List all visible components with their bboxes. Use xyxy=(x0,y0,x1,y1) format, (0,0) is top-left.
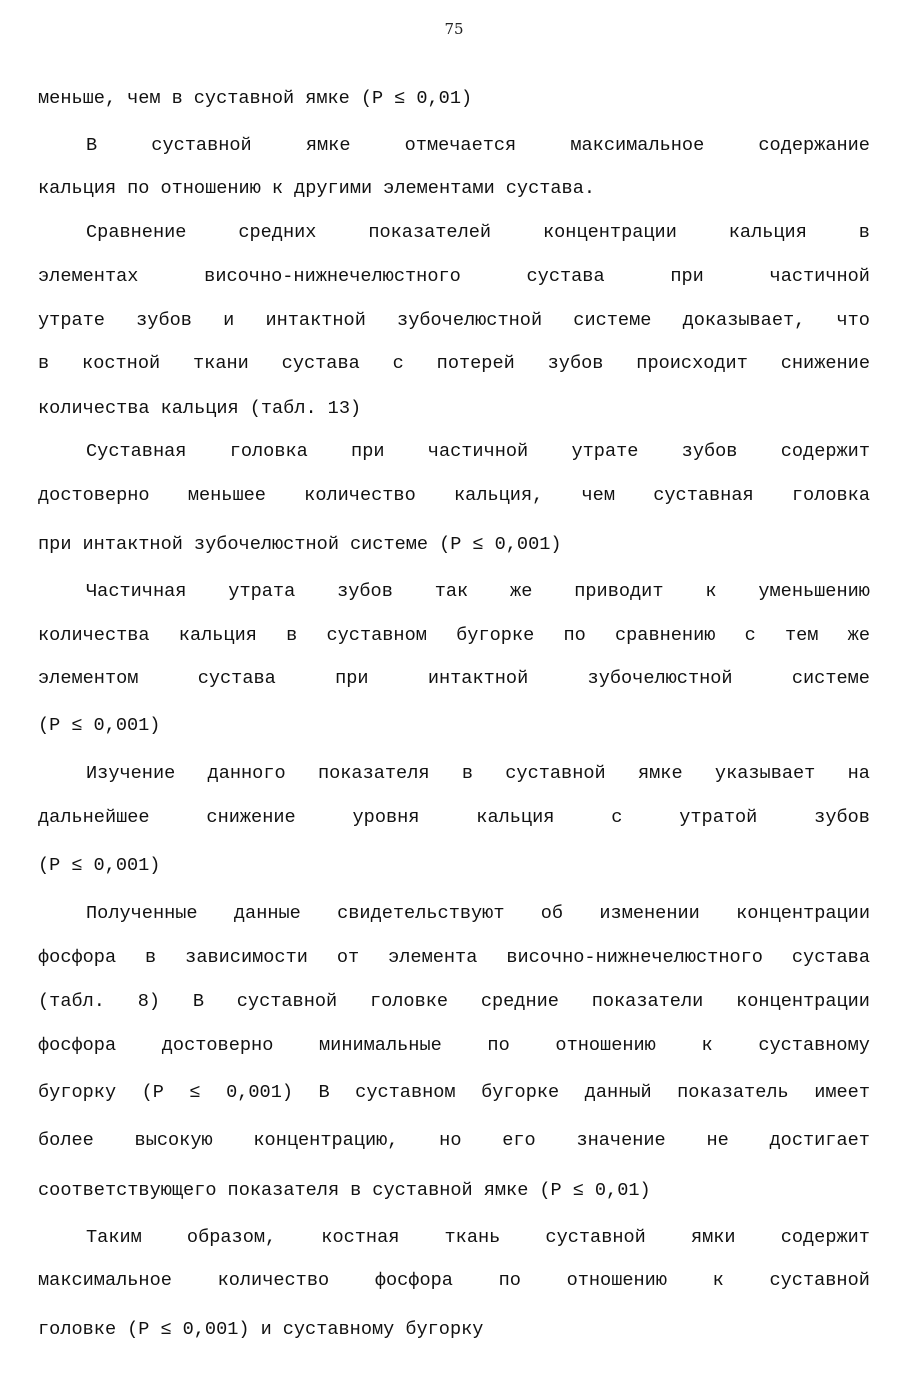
word: показателей xyxy=(368,222,492,243)
word: данные xyxy=(233,903,301,924)
word: и xyxy=(260,1319,272,1340)
word: имеет xyxy=(814,1082,870,1103)
word: ≤ xyxy=(189,1082,201,1103)
word: ≤ xyxy=(160,1319,172,1340)
text-line xyxy=(38,485,870,507)
word: достоверно xyxy=(38,485,150,506)
word: сустава xyxy=(197,668,276,689)
word: Изучение xyxy=(86,763,176,784)
word: меньшее xyxy=(187,485,266,506)
word: меньше, xyxy=(38,88,117,109)
word: средних xyxy=(238,222,317,243)
text-line xyxy=(38,668,870,690)
word: к xyxy=(705,581,717,602)
word: бугорке xyxy=(456,625,535,646)
word: костной xyxy=(82,353,161,374)
text-line xyxy=(86,581,870,603)
word: зубочелюстной xyxy=(587,668,733,689)
word: отмечается xyxy=(404,135,517,156)
word: Полученные xyxy=(86,903,198,924)
word: (Р xyxy=(439,534,462,555)
word: кальция xyxy=(476,807,555,828)
word: суставной xyxy=(505,763,606,784)
word: же xyxy=(510,581,533,602)
word: ямке xyxy=(483,1180,529,1201)
word: сустава xyxy=(281,353,360,374)
word: 0,001) xyxy=(494,534,562,555)
text-line xyxy=(38,807,870,829)
text-line xyxy=(38,715,870,737)
word: головке xyxy=(38,1319,117,1340)
word: данного xyxy=(207,763,286,784)
word: (Р xyxy=(127,1319,150,1340)
word: по xyxy=(127,178,150,199)
word: к xyxy=(271,178,284,199)
word: зубов xyxy=(681,441,738,462)
word: на xyxy=(847,763,870,784)
word: кальция xyxy=(178,625,257,646)
word: максимальное xyxy=(38,1270,172,1291)
word: зубов xyxy=(136,310,192,331)
page-number: 75 xyxy=(444,20,464,38)
word: по xyxy=(498,1270,521,1291)
word: фосфора xyxy=(38,947,117,968)
word: височно-нижнечелюстного xyxy=(204,266,461,287)
word: фосфора xyxy=(374,1270,453,1291)
word: зубочелюстной xyxy=(397,310,543,331)
word: суставной xyxy=(193,88,295,109)
word: суставной xyxy=(151,135,252,156)
word: изменении xyxy=(599,903,700,924)
text-line xyxy=(38,855,870,877)
word: элементом xyxy=(38,668,139,689)
word: сравнению xyxy=(614,625,716,646)
word: зависимости xyxy=(185,947,308,968)
word: суставной xyxy=(545,1227,646,1248)
word: утрата xyxy=(228,581,296,602)
word: ямке xyxy=(305,135,351,156)
word: количества xyxy=(38,398,150,419)
word: элемента xyxy=(388,947,478,968)
word: отношению xyxy=(160,178,261,199)
word: ≤ xyxy=(472,534,484,555)
word: в xyxy=(350,1180,362,1201)
word: доказывает, xyxy=(682,310,806,331)
word: ≤ xyxy=(71,855,83,876)
word: по xyxy=(487,1035,510,1056)
word: височно-нижнечелюстного xyxy=(506,947,763,968)
word: бугорку xyxy=(405,1319,484,1340)
word: при xyxy=(351,441,385,462)
word: сустава xyxy=(791,947,870,968)
word: интактной xyxy=(427,668,529,689)
word: при xyxy=(335,668,369,689)
word: не xyxy=(706,1130,729,1151)
word: головка xyxy=(791,485,870,506)
word: свидетельствуют xyxy=(337,903,505,924)
word: данный xyxy=(584,1082,652,1103)
word: средние xyxy=(480,991,559,1012)
word: приводит xyxy=(574,581,664,602)
word: суставной xyxy=(236,991,338,1012)
word: 0,001) xyxy=(226,1082,294,1103)
word: головке xyxy=(369,991,449,1012)
word: концентрации xyxy=(736,903,870,924)
word: ткань xyxy=(444,1227,501,1248)
text-line xyxy=(86,1227,870,1249)
word: в xyxy=(461,763,473,784)
text-line xyxy=(38,88,870,110)
word: зубов xyxy=(547,353,604,374)
word: костная xyxy=(321,1227,400,1248)
word: (Р xyxy=(360,88,384,109)
word: его xyxy=(502,1130,536,1151)
word: системе xyxy=(791,668,870,689)
word: кальция xyxy=(160,398,239,419)
word: суставная xyxy=(653,485,754,506)
word: утрате xyxy=(38,310,105,331)
word: зубов xyxy=(337,581,393,602)
word: содержание xyxy=(758,135,870,156)
word: при xyxy=(38,534,72,555)
word: концентрацию, xyxy=(253,1130,399,1151)
word: с xyxy=(611,807,623,828)
word: максимальное xyxy=(570,135,705,156)
text-line xyxy=(38,266,870,288)
word: минимальные xyxy=(319,1035,442,1056)
word: суставном xyxy=(355,1082,456,1103)
word: 0,01) xyxy=(594,1180,651,1201)
text-line xyxy=(38,1130,870,1152)
word: (Р xyxy=(38,715,61,736)
text-line xyxy=(38,947,870,969)
word: 0,001) xyxy=(182,1319,250,1340)
word: частичной xyxy=(427,441,529,462)
text-line xyxy=(86,135,870,157)
word: (Р xyxy=(38,855,61,876)
word: при xyxy=(670,266,704,287)
word: В xyxy=(192,991,204,1012)
word: зубов xyxy=(814,807,870,828)
word: кальция xyxy=(38,178,117,199)
text-line xyxy=(38,310,870,332)
word: суставной xyxy=(769,1270,870,1291)
word: в xyxy=(145,947,157,968)
word: 13) xyxy=(327,398,362,419)
word: суставному xyxy=(282,1319,395,1340)
word: отношению xyxy=(555,1035,656,1056)
word: показателя xyxy=(227,1180,340,1201)
word: дальнейшее xyxy=(38,807,150,828)
word: концентрации xyxy=(542,222,677,243)
word: потерей xyxy=(436,353,515,374)
word: 0,01) xyxy=(416,88,473,109)
word: ямке xyxy=(637,763,683,784)
word: 8) xyxy=(137,991,161,1012)
word: об xyxy=(540,903,564,924)
word: значение xyxy=(576,1130,666,1151)
word: Таким xyxy=(86,1227,142,1248)
word: зубочелюстной xyxy=(193,534,339,555)
word: к xyxy=(701,1035,713,1056)
word: (Р xyxy=(539,1180,562,1201)
word: ≤ xyxy=(394,88,406,109)
word: бугорке xyxy=(481,1082,560,1103)
word: уменьшению xyxy=(758,581,870,602)
word: в xyxy=(286,625,298,646)
word: ≤ xyxy=(71,715,83,736)
word: В xyxy=(86,135,98,156)
word: (табл. xyxy=(249,398,317,419)
text-line xyxy=(38,398,870,420)
word: 0,001) xyxy=(93,715,161,736)
text-line xyxy=(38,178,870,200)
word: снижение xyxy=(780,353,870,374)
word: концентрации xyxy=(736,991,870,1012)
text-line xyxy=(38,1270,870,1292)
word: отношению xyxy=(566,1270,667,1291)
text-line xyxy=(86,222,870,244)
word: снижение xyxy=(206,807,296,828)
word: же xyxy=(847,625,870,646)
word: достигает xyxy=(769,1130,870,1151)
word: элементах xyxy=(38,266,139,287)
word: интактной xyxy=(82,534,183,555)
word: количество xyxy=(217,1270,330,1291)
word: по xyxy=(563,625,586,646)
word: суставной xyxy=(372,1180,473,1201)
word: кальция, xyxy=(454,485,544,506)
word: суставному xyxy=(758,1035,870,1056)
text-line xyxy=(38,1035,870,1057)
word: ямки xyxy=(690,1227,736,1248)
word: и xyxy=(223,310,235,331)
word: другими xyxy=(294,178,373,199)
word: образом, xyxy=(186,1227,277,1248)
text-line xyxy=(38,1082,870,1104)
word: утратой xyxy=(679,807,758,828)
word: 0,001) xyxy=(93,855,161,876)
word: указывает xyxy=(714,763,816,784)
text-line xyxy=(38,1180,870,1202)
word: так xyxy=(434,581,469,602)
word: чем xyxy=(127,88,161,109)
word: более xyxy=(38,1130,94,1151)
word: в xyxy=(38,353,50,374)
word: чем xyxy=(581,485,615,506)
word: В xyxy=(318,1082,330,1103)
word: сустава xyxy=(526,266,605,287)
word: содержит xyxy=(780,1227,870,1248)
word: (Р xyxy=(141,1082,164,1103)
text-line xyxy=(86,903,870,925)
word: показатель xyxy=(677,1082,789,1103)
text-line xyxy=(86,441,870,463)
word: системе xyxy=(349,534,429,555)
word: содержит xyxy=(780,441,870,462)
text-line xyxy=(86,763,870,785)
word: что xyxy=(836,310,870,331)
word: элементами xyxy=(383,178,495,199)
word: с xyxy=(392,353,404,374)
text-line xyxy=(38,991,870,1013)
word: Частичная xyxy=(86,581,187,602)
word: происходит xyxy=(636,353,748,374)
word: бугорку xyxy=(38,1082,117,1103)
word: ≤ xyxy=(572,1180,584,1201)
text-line xyxy=(38,353,870,375)
word: (табл. xyxy=(38,991,105,1012)
word: уровня xyxy=(352,807,420,828)
word: количество xyxy=(304,485,416,506)
word: утрате xyxy=(571,441,639,462)
text-line xyxy=(38,625,870,647)
word: с xyxy=(744,625,756,646)
word: суставном xyxy=(326,625,427,646)
word: к xyxy=(712,1270,724,1291)
word: от xyxy=(336,947,360,968)
word: фосфора xyxy=(38,1035,117,1056)
word: сустава. xyxy=(505,178,596,199)
word: частичной xyxy=(769,266,870,287)
word: Сравнение xyxy=(86,222,187,243)
word: ямке xyxy=(305,88,350,109)
text-line xyxy=(38,1319,870,1341)
word: интактной xyxy=(265,310,366,331)
word: в xyxy=(171,88,183,109)
word: в xyxy=(858,222,870,243)
word: достоверно xyxy=(161,1035,274,1056)
word: системе xyxy=(573,310,652,331)
text-line xyxy=(38,534,870,556)
word: высокую xyxy=(134,1130,213,1151)
word: но xyxy=(439,1130,462,1151)
word: головка xyxy=(229,441,308,462)
word: Суставная xyxy=(86,441,187,462)
word: тем xyxy=(784,625,819,646)
word: ткани xyxy=(193,353,249,374)
word: соответствующего xyxy=(38,1180,217,1201)
word: показателя xyxy=(317,763,430,784)
word: показатели xyxy=(591,991,704,1012)
word: количества xyxy=(38,625,150,646)
word: кальция xyxy=(728,222,807,243)
